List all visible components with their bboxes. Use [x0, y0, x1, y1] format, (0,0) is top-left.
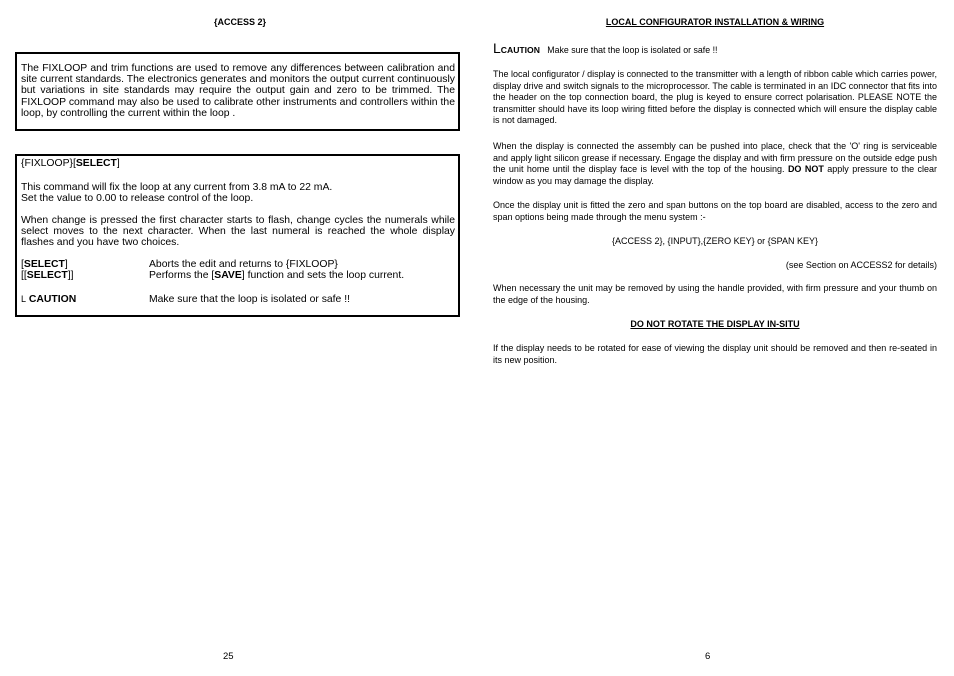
command-title-bold: SELECT [75, 158, 117, 169]
option-value-prefix: Aborts the edit and returns to {FIXLOOP} [149, 259, 338, 270]
option-value [149, 259, 338, 270]
caution-text-content: Make sure that the loop is isolated or safe !! [547, 45, 718, 55]
option-key-suffix: ] [64, 259, 68, 270]
option-value-suffix: ] function and sets the loop current. [241, 270, 405, 281]
intro-box [15, 52, 460, 131]
left-page-header: {ACCESS 2} [213, 17, 267, 27]
caution-label [21, 294, 76, 305]
see-section-note: (see Section on ACCESS2 for details) [785, 260, 937, 270]
option-key-bold: SELECT [23, 259, 65, 270]
command-box [15, 154, 460, 317]
option-key-prefix: [ [21, 259, 24, 270]
option-value [149, 270, 404, 281]
left-page-number: 25 [223, 651, 234, 662]
option-key [21, 270, 74, 281]
command-title-prefix: {FIXLOOP}[ [21, 158, 76, 169]
right-para-removal: When necessary the unit may be removed by using the handle provided, with firm pressure and your thumb on the edge of the housing. [493, 283, 937, 305]
caution-text: Make sure that the loop is isolated or safe !! [149, 294, 350, 305]
command-description [21, 182, 455, 204]
command-options [21, 259, 455, 283]
right-para-assembly [493, 141, 937, 187]
caution-word: CAUTION [500, 45, 540, 55]
caution-word: CAUTION [28, 294, 77, 305]
intro-text: The FIXLOOP and trim functions are used to remove any differences between calibration and site current standards. The electronics generates and monitors the output current continuously but variations in site standards may require the output gain and zero to be trimmed. The FIXLOOP command may also be used to calibrate other instruments and controllers within the loop, by controlling the current within the loop . [21, 63, 455, 119]
option-key [21, 259, 68, 270]
right-page-header: LOCAL CONFIGURATOR INSTALLATION & WIRING [605, 17, 825, 27]
option-value-prefix: Performs the [ [149, 270, 215, 281]
para2-bold: DO NOT [787, 164, 824, 175]
caution-icon: L [493, 40, 501, 56]
menu-line: {ACCESS 2}, {INPUT},{ZERO KEY} or {SPAN KEY} [612, 236, 818, 246]
option-key-bold: SELECT [26, 270, 68, 281]
option-value-bold: SAVE [214, 270, 242, 281]
command-line-2: Set the value to 0.00 to release control of the loop. [21, 193, 254, 205]
left-caution-row [21, 294, 455, 306]
caution-icon: L [21, 294, 27, 304]
rotate-warning [493, 319, 937, 331]
option-key-suffix: ]] [67, 270, 74, 281]
right-para-buttons: Once the display unit is fitted the zero and span buttons on the top board are disabled, access to the zero and span options being made through the menu system :- [493, 200, 937, 222]
right-para-cable: The local configurator / display is connected to the transmitter with a length of ribbon cable which carries power, display drive and switch signals to the microprocessor. The cable is terminated in an IDC connector that fits into the header on the top connection board, the plug is keyed to ensure correct polarisation. PLEASE NOTE the transmitter should have its loop wiring fitted before the display is connected which will ensure the display cable is not damaged. [493, 69, 937, 126]
caution-text [540, 45, 718, 55]
command-title [21, 158, 455, 169]
right-para-rotate: If the display needs to be rotated for ease of viewing the display unit should be removed and then re-seated in its new position. [493, 343, 937, 365]
option-key-prefix: [[ [21, 270, 27, 281]
para2-main: When the display is connected the assembly can be pushed into place, check that the 'O' ring is serviceable and apply light silicon grease if necessary. Engage the display and with firm pressure on the outside edge push the unit home until the display face is level with the top of the housing. [493, 141, 937, 175]
right-page-number: 6 [705, 651, 711, 662]
option-row-save [21, 270, 455, 282]
command-title-suffix: ] [116, 158, 120, 169]
rotate-warning-text: DO NOT ROTATE THE DISPLAY IN-SITU [630, 319, 800, 329]
command-line-1: This command will fix the loop at any current from 3.8 mA to 22 mA. [21, 182, 333, 193]
para2-tail: apply pressure to the clear window as you may damage the display. [493, 164, 938, 186]
right-caution-row [493, 40, 937, 56]
command-paragraph: When change is pressed the first character starts to flash, change cycles the numerals while select moves to the next character. When the last numeral is reached the whole display flashes and you have two choices. [21, 215, 455, 249]
